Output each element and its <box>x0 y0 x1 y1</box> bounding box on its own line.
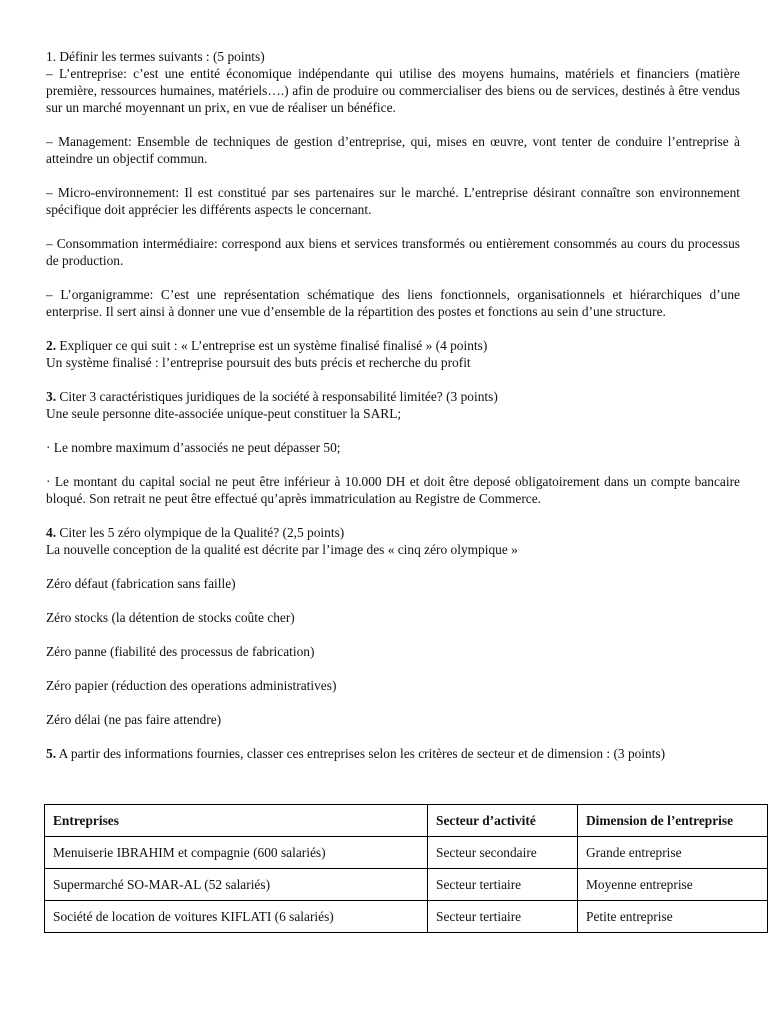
q1-def-entreprise: – L’entreprise: c’est une entité économique indépendante qui utilise des moyens humains, matériels et financiers (matière première, ressources humaines, matériels….) afin de produire ou commercialiser des biens ou de services, destinés à être vendus sur un marché moyennant un prix, en vue de réaliser un bénéfice. <box>46 66 740 115</box>
table-header-dimension: Dimension de l’entreprise <box>578 805 768 837</box>
q4-item: Zéro papier (réduction des operations administratives) <box>46 678 337 693</box>
table-cell-entreprise: Supermarché SO-MAR-AL (52 salariés) <box>45 869 428 901</box>
q2-answer: Un système finalisé : l’entreprise poursuit des buts précis et recherche du profit <box>46 355 471 370</box>
table-cell-secteur: Secteur tertiaire <box>428 869 578 901</box>
q5-title <box>46 745 740 762</box>
q3-title-text: Citer 3 caractéristiques juridiques de la société à responsabilité limitée? (3 points) <box>56 389 498 404</box>
q1-def-consommation: – Consommation intermédiaire: correspond aux biens et services transformés ou entièrement consommés au cours du processus de production. <box>46 236 740 268</box>
q4-title-text: Citer les 5 zéro olympique de la Qualité? (2,5 points) <box>56 525 345 540</box>
classification-table <box>44 804 768 933</box>
table-row <box>45 901 768 933</box>
q1-def-micro-environnement: – Micro-environnement: Il est constitué par ses partenaires sur le marché. L’entreprise désirant connaître son environnement spécifique doit apprécier les différents aspects le concernant. <box>46 185 740 217</box>
q3-number: 3. <box>46 389 57 404</box>
q3-line-2: · Le nombre maximum d’associés ne peut dépasser 50; <box>46 440 341 455</box>
table-cell-entreprise: Menuiserie IBRAHIM et compagnie (600 salariés) <box>45 837 428 869</box>
q1-title <box>46 48 740 65</box>
q5-number: 5. <box>46 746 57 761</box>
q3-title <box>46 388 740 405</box>
q5-title-text: A partir des informations fournies, classer ces entreprises selon les critères de secteur et de dimension : (3 points) <box>56 746 666 761</box>
table-row <box>45 869 768 901</box>
q4-item: Zéro panne (fiabilité des processus de fabrication) <box>46 644 315 659</box>
q4-item: Zéro stocks (la détention de stocks coûte cher) <box>46 610 295 625</box>
q4-number: 4. <box>46 525 57 540</box>
table-cell-dimension: Petite entreprise <box>578 901 768 933</box>
q4-item: Zéro délai (ne pas faire attendre) <box>46 712 222 727</box>
table-header-secteur: Secteur d’activité <box>428 805 578 837</box>
table-header-entreprises: Entreprises <box>45 805 428 837</box>
table-cell-dimension: Moyenne entreprise <box>578 869 768 901</box>
table-header-row <box>45 805 768 837</box>
q4-intro: La nouvelle conception de la qualité est décrite par l’image des « cinq zéro olympique » <box>46 542 518 557</box>
q2-title <box>46 337 740 354</box>
q1-def-organigramme: – L’organigramme: C’est une représentation schématique des liens fonctionnels, organisationnels et hiérarchiques d’une enterprise. Il sert ainsi à donner une vue d’ensemble de la répartition des postes et fonctions au sein d’une structure. <box>46 287 740 319</box>
table-cell-secteur: Secteur secondaire <box>428 837 578 869</box>
q3-line-1: Une seule personne dite-associée unique-peut constituer la SARL; <box>46 406 402 421</box>
q1-def-management: – Management: Ensemble de techniques de gestion d’entreprise, qui, mises en œuvre, vont tenter de conduire l’entreprise à atteindre un objectif commun. <box>46 134 740 166</box>
table-cell-secteur: Secteur tertiaire <box>428 901 578 933</box>
q3-line-3: · Le montant du capital social ne peut être inférieur à 10.000 DH et doit être deposé obligatoirement dans un compte bancaire bloqué. Son retrait ne peut être effectué qu’après immatriculation au Registre de Commerce. <box>46 474 740 506</box>
table-cell-entreprise: Société de location de voitures KIFLATI (6 salariés) <box>45 901 428 933</box>
table-row <box>45 837 768 869</box>
document-page <box>46 48 740 762</box>
q4-title <box>46 524 740 541</box>
q2-number: 2. <box>46 338 57 353</box>
q2-title-text: Expliquer ce qui suit : « L’entreprise est un système finalisé finalisé » (4 points) <box>56 338 488 353</box>
q4-item: Zéro défaut (fabrication sans faille) <box>46 576 236 591</box>
table-cell-dimension: Grande entreprise <box>578 837 768 869</box>
q1-title-text: 1. Définir les termes suivants : (5 points) <box>46 49 265 64</box>
